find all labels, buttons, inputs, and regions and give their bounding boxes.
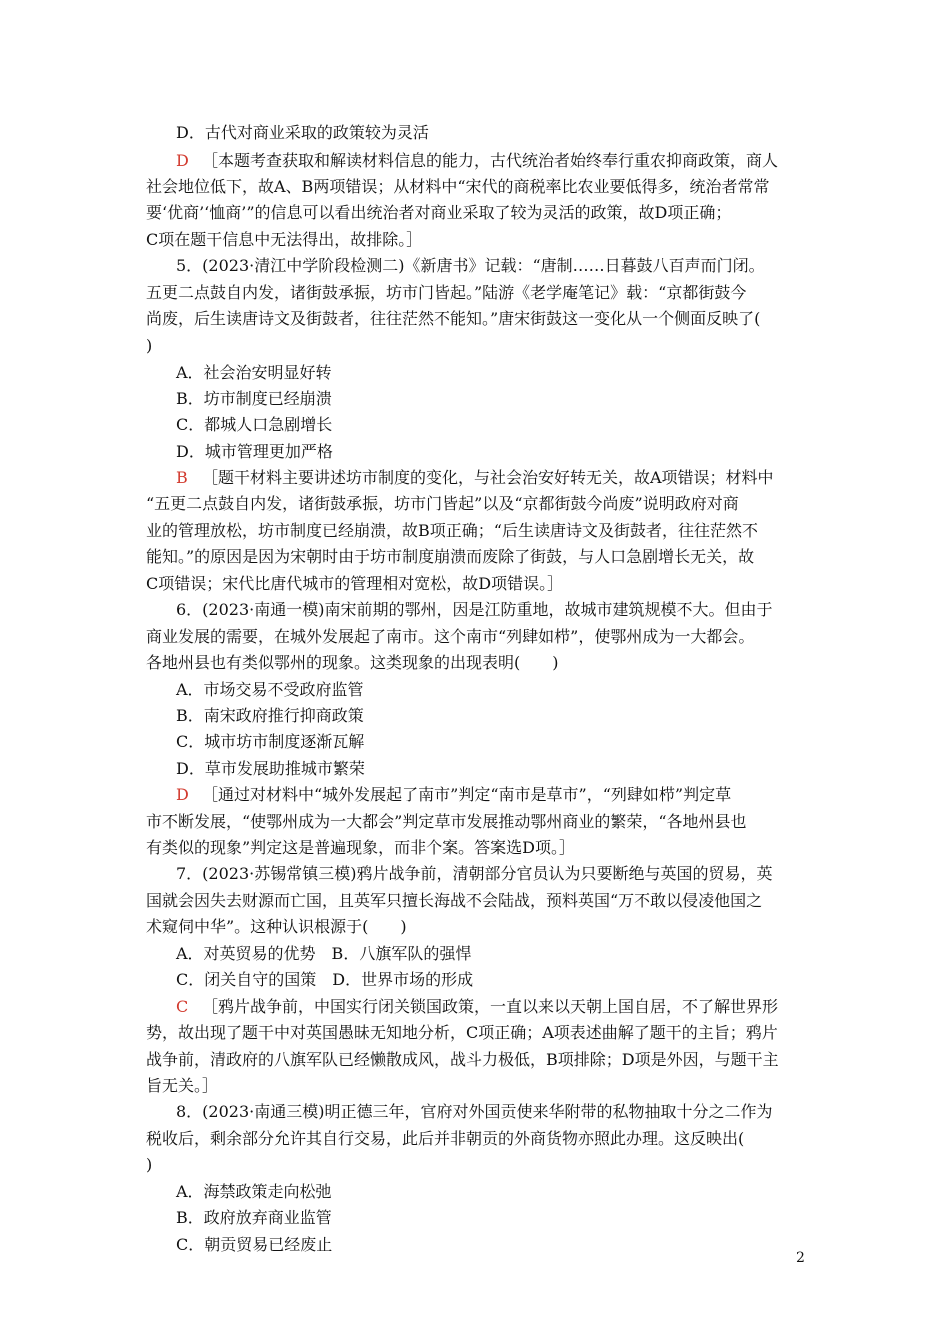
- page-number: 2: [796, 1250, 805, 1266]
- answer-line: [176, 468, 774, 488]
- text-line: 商业发展的需要，在城外发展起了南市。这个南市“列肆如栉”，使鄂州成为一大都会。: [146, 627, 755, 646]
- answer-letter: C: [176, 997, 189, 1016]
- text-line: 国就会因失去财源而亡国，且英军只擅长海战不会陆战，预料英国“万不敢以侵凌他国之: [146, 891, 763, 910]
- option-d: D．城市管理更加严格: [176, 442, 333, 461]
- answer-text: ［鸦片战争前，中国实行闭关锁国政策，一直以来以天朝上国自居，不了解世界形: [202, 997, 779, 1016]
- text-line: 社会地位低下，故A、B两项错误；从材料中“宋代的商税率比农业要低得多，统治者常常: [146, 177, 770, 196]
- option-d: D．古代对商业采取的政策较为灵活: [176, 123, 429, 142]
- text-line: 术窥伺中华”。这种认识根源于( ): [146, 917, 407, 936]
- option-c: C．城市坊市制度逐渐瓦解: [176, 732, 365, 751]
- text-line: 业的管理放松，坊市制度已经崩溃，故B项正确；“后生读唐诗文及街鼓者，往往茫然不: [146, 521, 758, 540]
- answer-line: [176, 785, 731, 805]
- text-line: 有类似的现象”判定这是普遍现象，而非个案。答案选D项。］: [146, 838, 576, 857]
- text-line: 尚废，后生读唐诗文及街鼓者，往往茫然不能知。”唐宋街鼓这一变化从一个侧面反映了(: [146, 309, 761, 328]
- answer-text: ［题干材料主要讲述坊市制度的变化，与社会治安好转无关，故A项错误；材料中: [202, 468, 774, 487]
- text-line: 五更二点鼓自内发，诸街鼓承振，坊市门皆起。”陆游《老学庵笔记》载：“京都街鼓今: [146, 283, 747, 302]
- option-b: B．南宋政府推行抑商政策: [176, 706, 364, 725]
- text-line: C项在题干信息中无法得出，故排除。］: [146, 230, 423, 249]
- answer-letter: D: [176, 151, 189, 170]
- option-c: C．都城人口急剧增长: [176, 415, 333, 434]
- answer-letter: D: [176, 785, 189, 804]
- option-b: B．坊市制度已经崩溃: [176, 389, 332, 408]
- text-line: 旨无关。］: [146, 1076, 219, 1095]
- text-line: 税收后，剩余部分允许其自行交易，此后并非朝贡的外商货物亦照此办理。这反映出(: [146, 1129, 745, 1148]
- text-line: C项错误；宋代比唐代城市的管理相对宽松，故D项错误。］: [146, 574, 564, 593]
- options-cd: C．闭关自守的国策 D．世界市场的形成: [176, 970, 474, 989]
- question-5: 5．(2023·清江中学阶段检测二)《新唐书》记载：“唐制……日暮鼓八百声而门闭。: [176, 256, 765, 275]
- answer-text: ［本题考查获取和解读材料信息的能力，古代统治者始终奉行重农抑商政策，商人: [202, 151, 779, 170]
- question-7: 7．(2023·苏锡常镇三模)鸦片战争前，清朝部分官员认为只要断绝与英国的贸易，英: [176, 864, 773, 883]
- text-line: 各地州县也有类似鄂州的现象。这类现象的出现表明( ): [146, 653, 559, 672]
- text-line: 势，故出现了题干中对英国愚昧无知地分析，C项正确；A项表述曲解了题干的主旨；鸦片: [146, 1023, 778, 1042]
- question-8: 8．(2023·南通三模)明正德三年，官府对外国贡使来华附带的私物抽取十分之二作为: [176, 1102, 773, 1121]
- text-line: ): [146, 1155, 153, 1174]
- option-b: B．政府放弃商业监管: [176, 1208, 332, 1227]
- text-line: 战争前，清政府的八旗军队已经懒散成风，战斗力极低，B项排除；D项是外因，与题干主: [146, 1050, 779, 1069]
- text-line: ): [146, 336, 153, 355]
- question-6: 6．(2023·南通一模)南宋前期的鄂州，因是江防重地，故城市建筑规模不大。但由于: [176, 600, 773, 619]
- options-ab: A．对英贸易的优势 B．八旗军队的强悍: [176, 944, 472, 963]
- answer-letter: B: [176, 468, 188, 487]
- option-a: A．社会治安明显好转: [176, 363, 332, 382]
- option-d: D．草市发展助推城市繁荣: [176, 759, 365, 778]
- option-a: A．海禁政策走向松弛: [176, 1182, 332, 1201]
- answer-line: [176, 997, 778, 1017]
- text-line: “五更二点鼓自内发，诸街鼓承振，坊市门皆起”以及“京都街鼓今尚废”说明政府对商: [146, 494, 739, 513]
- answer-line: [176, 151, 778, 171]
- text-line: 市不断发展，“使鄂州成为一大都会”判定草市发展推动鄂州商业的繁荣，“各地州县也: [146, 812, 747, 831]
- answer-text: ［通过对材料中“城外发展起了南市”判定“南市是草市”，“列肆如栉”判定草: [202, 785, 732, 804]
- option-a: A．市场交易不受政府监管: [176, 680, 364, 699]
- option-c: C．朝贡贸易已经废止: [176, 1235, 333, 1254]
- text-line: 要‘优商’‘恤商’”的信息可以看出统治者对商业采取了较为灵活的政策，故D项正确；: [146, 203, 732, 222]
- text-line: 能知。”的原因是因为宋朝时由于坊市制度崩溃而废除了街鼓，与人口急剧增长无关，故: [146, 547, 755, 566]
